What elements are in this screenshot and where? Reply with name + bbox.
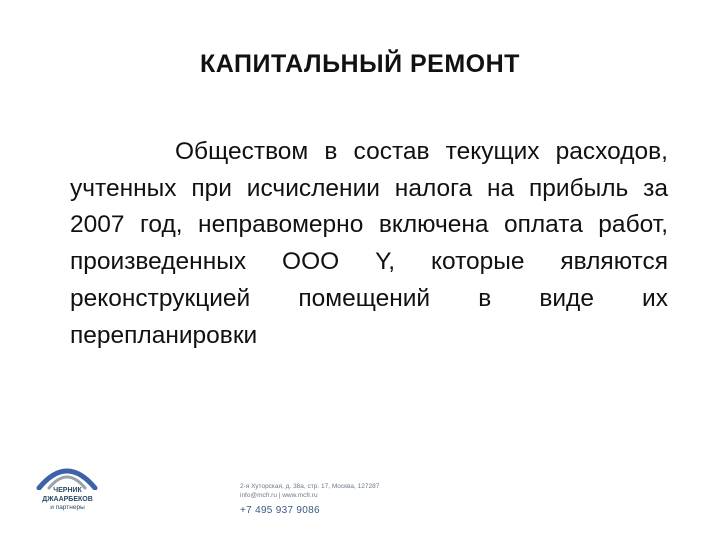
logo-line-1: ЧЕРНИК <box>53 487 82 494</box>
company-logo <box>30 460 105 528</box>
logo-arc-icon <box>36 460 98 490</box>
address-text: 2-я Хуторская, д. 38а, стр. 17, Москва, 127287 <box>240 483 380 490</box>
logo-line-3: и партнеры <box>50 504 85 511</box>
contact-info <box>240 482 379 516</box>
phone-number[interactable]: +7 495 937 9086 <box>240 505 320 516</box>
email-website-links[interactable]: info@mcfr.ru | www.mcfr.ru <box>240 492 318 499</box>
slide-title: КАПИТАЛЬНЫЙ РЕМОНТ <box>200 50 520 78</box>
slide-footer <box>0 460 720 540</box>
logo-text <box>30 487 105 513</box>
logo-line-2: ДЖААРБЕКОВ <box>42 495 93 503</box>
slide-body-text: Обществом в состав текущих расходов, учтенных при исчислении налога на прибыль за 2007 год, неправомерно включена оплата работ, произведенных ООО Y, которые являются реконструкцией помещений в виде их перепланировки <box>70 138 668 349</box>
